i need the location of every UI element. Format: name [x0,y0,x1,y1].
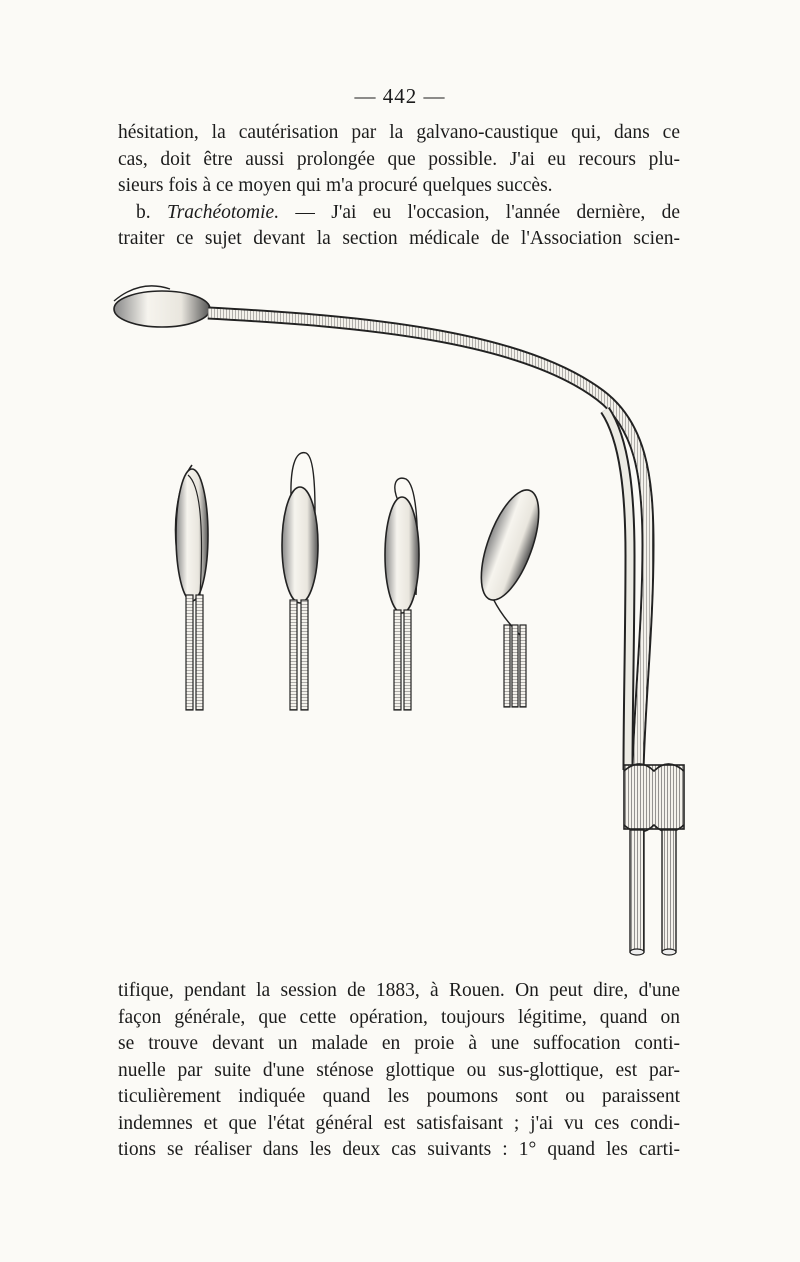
section-marker: b. [136,201,167,223]
text-line: sieurs fois à ce moyen qui m'a procuré quelques succès. [118,175,553,196]
text-line: indemnes et que l'état général est satisfaisant ; j'ai vu ces condi- [118,1112,680,1134]
text-line: hésitation, la cautérisation par la galvano-caustique qui, dans ce [118,122,680,143]
end-rod-left [630,830,644,952]
text-line: façon générale, que cette opération, toujours légitime, quand on [118,1006,680,1028]
text-line-tracheotomie [118,200,680,227]
cautery-tip-2 [282,453,318,710]
text-line: traiter ce sujet devant la section médicale de l'Association scien- [118,228,680,249]
text-line: tions se réaliser dans les deux cas suivants : 1° quand les carti- [118,1139,680,1160]
cautery-tip-1 [176,465,209,710]
page-number: — 442 — [354,84,446,108]
text-line: se trouve devant un malade en proie à une suffocation conti- [118,1033,680,1054]
text-line: ticulièrement indiquée quand les poumons sont ou paraissent [118,1086,680,1107]
cautery-tip-4 [469,483,550,707]
handle-collar [624,765,684,829]
paragraph-bottom [118,978,680,1164]
end-rod-right [662,830,676,952]
cautery-tip-3 [385,478,419,710]
paragraph-top [118,120,680,253]
text-line: cas, doit être aussi prolongée que possible. J'ai eu recours plu- [118,148,680,170]
text-line: tifique, pendant la session de 1883, à Rouen. On peut dire, d'une [118,980,680,1001]
section-heading: Trachéotomie. [166,201,280,223]
text-run: — J'ai eu l'occasion, l'année dernière, de [279,201,681,223]
olive-tip [114,291,210,327]
instrument-figure [100,265,700,965]
text-line: nuelle par suite d'une sténose glottique ou sus-glottique, est par- [118,1059,680,1081]
